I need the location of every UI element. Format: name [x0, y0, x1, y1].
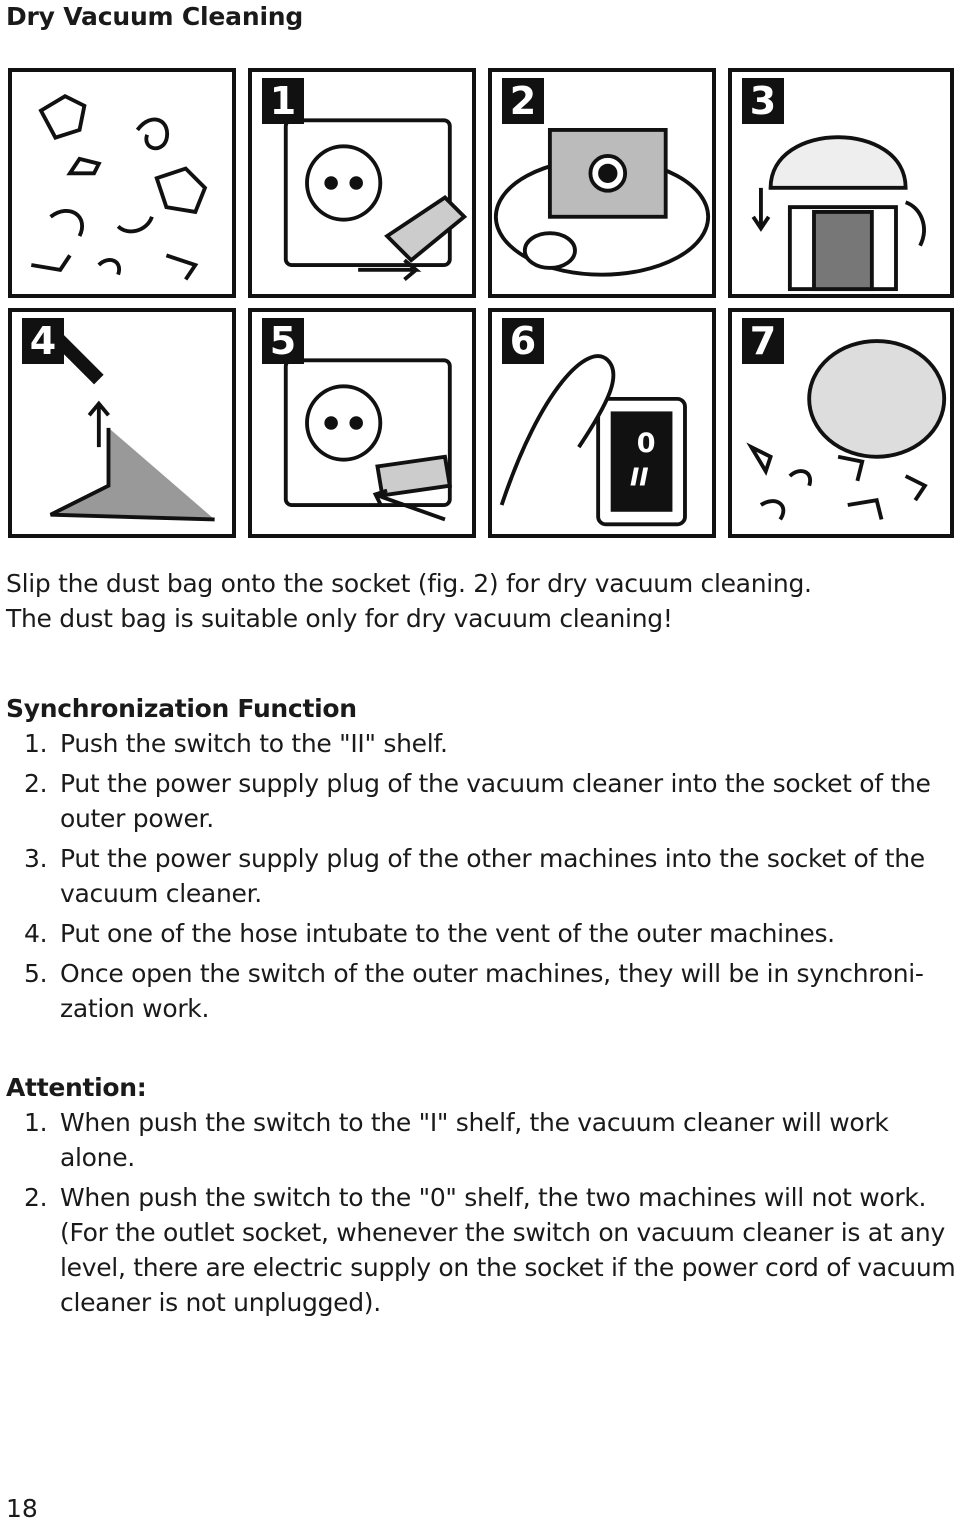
figure-1 [248, 68, 476, 298]
switch-zero-label: 0 [636, 427, 656, 459]
list-item-text: Put the power supply plug of the vacuum cleaner into the socket of the outer power. [60, 769, 931, 833]
figure-5 [248, 308, 476, 538]
figure-number: 2 [502, 78, 544, 124]
figure-number: 3 [742, 78, 784, 124]
intro-line-1: Slip the dust bag onto the socket (fig. 2) for dry vacuum cleaning. [6, 569, 812, 598]
figure-6 [488, 308, 716, 538]
list-item [6, 1180, 956, 1320]
sync-steps-list [6, 726, 956, 1031]
list-item [6, 916, 956, 951]
list-item-text: Put the power supply plug of the other machines into the socket of the vacuum cleaner. [60, 844, 925, 908]
sync-heading: Synchronization Function [6, 694, 357, 723]
figure-number: 6 [502, 318, 544, 364]
list-item-text: Push the switch to the "II" shelf. [60, 729, 448, 758]
figure-number: 5 [262, 318, 304, 364]
list-item-text: When push the switch to the "I" shelf, the vacuum cleaner will work alone. [60, 1108, 889, 1172]
list-item-text: When push the switch to the "0" shelf, the two machines will not work. (For the outlet socket, whenever the switch on vacuum cleaner is at any level, there are electric supply on the socket if the power cord of vacuum cleaner is not unplugged). [60, 1183, 956, 1317]
figure-7 [728, 308, 954, 538]
list-item-number: 5. [24, 959, 48, 988]
list-item [6, 841, 956, 911]
figure-number: 1 [262, 78, 304, 124]
list-item-text: Put one of the hose intubate to the vent of the outer machines. [60, 919, 835, 948]
list-item-number: 1. [24, 1108, 48, 1137]
list-item [6, 956, 956, 1026]
figure-3 [728, 68, 954, 298]
list-item-text: Once open the switch of the outer machines, they will be in synchroni-zation work. [60, 959, 924, 1023]
list-item [6, 766, 956, 836]
figure-number: 4 [22, 318, 64, 364]
attention-list [6, 1105, 956, 1325]
list-item-number: 4. [24, 919, 48, 948]
figure-dirt [8, 68, 236, 298]
figure-4 [8, 308, 236, 538]
dirt-debris-illustration [12, 72, 232, 294]
figure-2 [488, 68, 716, 298]
list-item [6, 726, 956, 761]
intro-paragraph [6, 566, 956, 636]
attention-heading: Attention: [6, 1073, 147, 1102]
list-item [6, 1105, 956, 1175]
intro-line-2: The dust bag is suitable only for dry vacuum cleaning! [6, 604, 673, 633]
page-title: Dry Vacuum Cleaning [6, 2, 304, 31]
list-item-number: 3. [24, 844, 48, 873]
switch-two-label: II [629, 462, 649, 492]
figure-number: 7 [742, 318, 784, 364]
page-number: 18 [6, 1494, 38, 1523]
list-item-number: 2. [24, 1183, 48, 1212]
list-item-number: 2. [24, 769, 48, 798]
list-item-number: 1. [24, 729, 48, 758]
